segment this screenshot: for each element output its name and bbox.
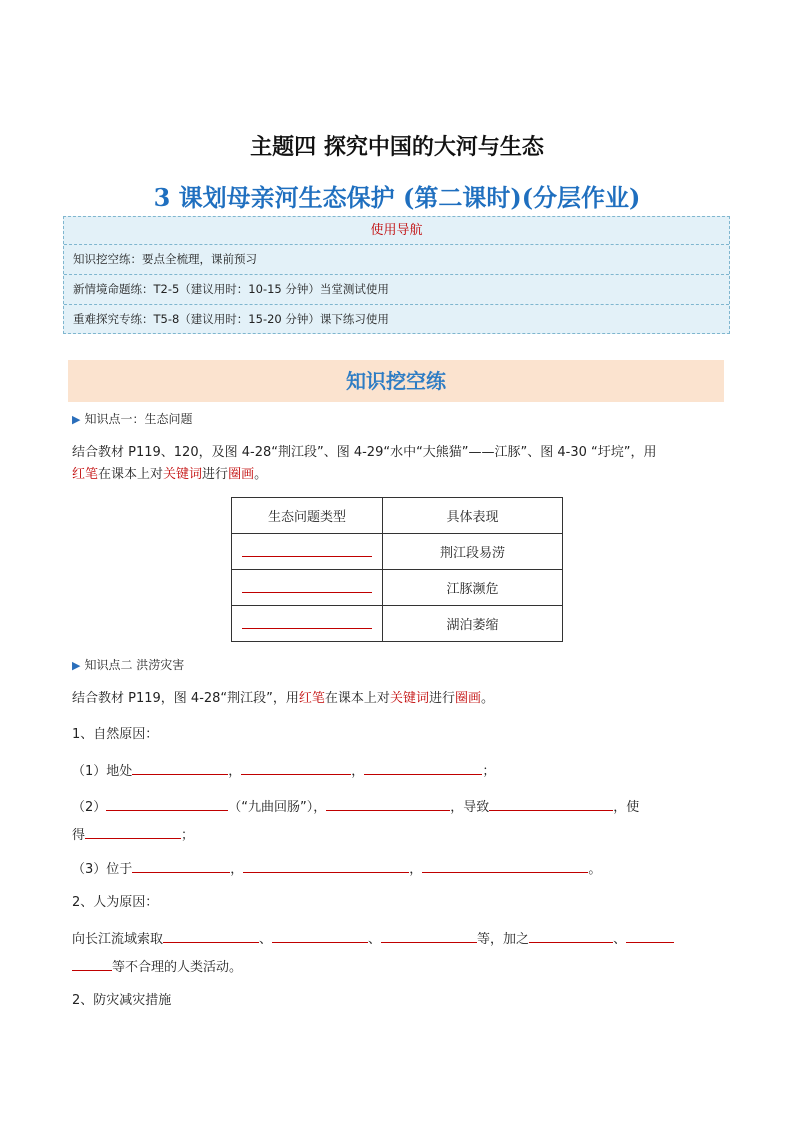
blank[interactable] [626,928,674,943]
table-cell: 荆江段易涝 [383,534,563,570]
triangle-icon: ▶ [72,659,81,672]
blank[interactable] [381,928,477,943]
blank[interactable] [72,956,112,971]
blank[interactable] [132,760,228,775]
ecology-table [231,497,563,642]
blank[interactable] [163,928,259,943]
fill-line-2: （2） （“九曲回肠”）， ，导致 ，使 [72,796,724,819]
usage-guide-row: 重难探究专练：T5-8（建议用时：15-20 分钟）课下练习使用 [73,312,389,326]
table-header: 具体表现 [383,498,563,534]
fill-line-4: 向长江流域索取 、 、 等，加之 、 [72,928,724,951]
usage-guide-row: 新情境命题练：T2-5（建议用时：10-15 分钟）当堂测试使用 [64,275,729,305]
blank[interactable] [272,928,368,943]
triangle-icon: ▶ [72,413,81,426]
usage-guide-box [63,216,730,334]
table-cell: 江豚濒危 [383,570,563,606]
blank-cell[interactable] [232,534,383,570]
blank[interactable] [243,858,409,873]
fill-line-2b: 得 ； [72,824,194,847]
fill-line-3: （3）位于 ， ， 。 [72,858,601,881]
blank[interactable] [85,824,181,839]
blank[interactable] [241,760,351,775]
blank[interactable] [489,796,613,811]
section-banner: 知识挖空练 [68,360,724,402]
blank[interactable] [529,928,613,943]
fill-line-5: 等不合理的人类活动。 [72,956,242,979]
usage-guide-header: 使用导航 [64,217,729,245]
page-title: 主题四 探究中国的大河与生态 [250,135,544,160]
table-header: 生态问题类型 [232,498,383,534]
blank-cell[interactable] [232,606,383,642]
natural-causes-heading: 1、自然原因： [72,727,159,742]
point1-intro: 结合教材 P119、120，及图 4-28“荆江段”、图 4-29“水中“大熊猫”——江豚”、图 4-30 “圩垸”，用 红笔在课本上对关键词进行圈画。 [72,445,657,482]
blank[interactable] [326,796,450,811]
point2-intro: 结合教材 P119，图 4-28“荆江段”，用红笔在课本上对关键词进行圈画。 [72,691,494,706]
blank[interactable] [132,858,230,873]
blank[interactable] [422,858,588,873]
table-cell: 湖泊萎缩 [383,606,563,642]
page-subtitle: 3 课划母亲河生态保护 (第二课时)(分层作业) [153,183,641,212]
blank[interactable] [364,760,482,775]
prevention-heading: 2、防灾减灾措施 [72,993,172,1008]
blank-cell[interactable] [232,570,383,606]
usage-guide-row: 知识挖空练：要点全梳理，课前预习 [64,245,729,275]
human-causes-heading: 2、人为原因： [72,895,159,910]
blank[interactable] [106,796,228,811]
knowledge-point-1-heading: ▶ 知识点一：生态问题 [72,412,193,426]
knowledge-point-2-heading: ▶ 知识点二 洪涝灾害 [72,658,185,672]
fill-line-1: （1）地处 ， ， ； [72,760,495,783]
